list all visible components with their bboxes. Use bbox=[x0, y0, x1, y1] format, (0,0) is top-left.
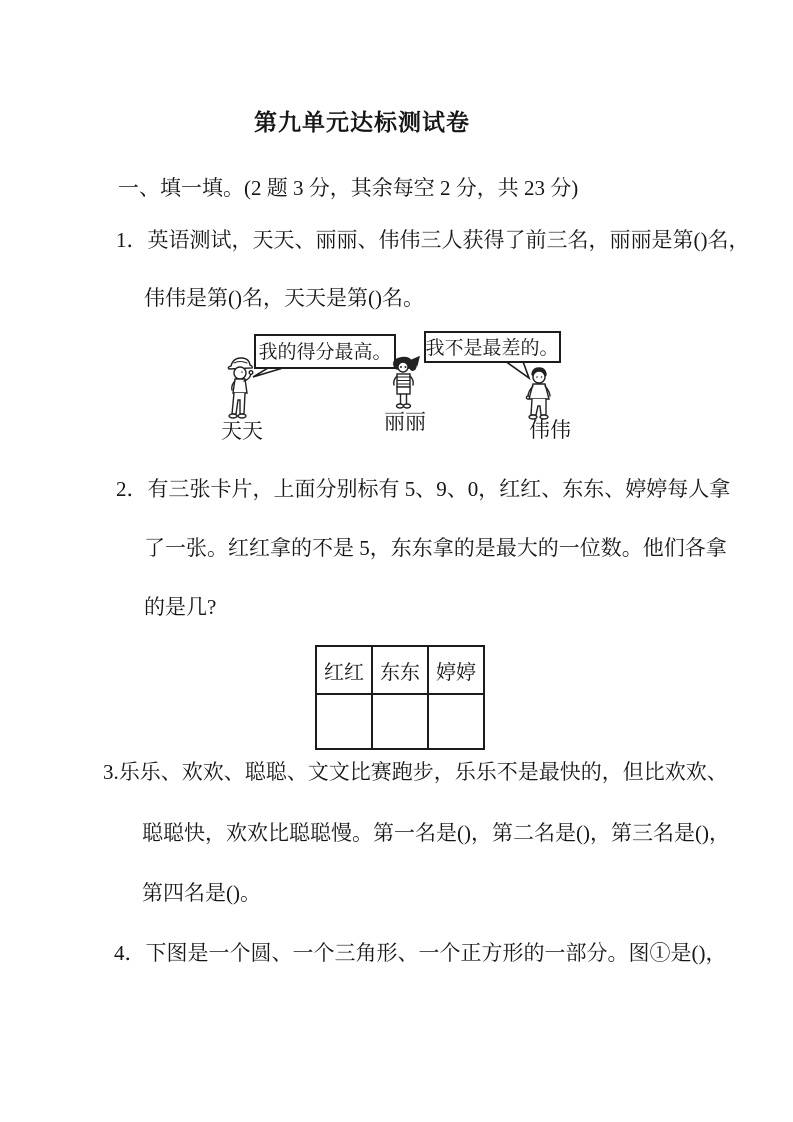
speech-bubble-left bbox=[253, 335, 395, 377]
label-tiantian: 天天 bbox=[221, 419, 263, 443]
question-2-line-3: 的是几? bbox=[144, 595, 217, 619]
question-3-line-2: 聪聪快，欢欢比聪聪慢。第一名是()，第二名是()，第三名是()， bbox=[142, 821, 730, 845]
answer-cell-honghong bbox=[316, 694, 372, 749]
question-1-line-2: 伟伟是第()名，天天是第()名。 bbox=[144, 286, 424, 310]
speech-bubble-right-text: 我不是最差的。 bbox=[425, 338, 559, 359]
question-2-line-2: 了一张。红红拿的不是 5，东东拿的是最大的一位数。他们各拿 bbox=[144, 536, 727, 560]
answer-cell-tingting bbox=[428, 694, 484, 749]
page-title: 第九单元达标测试卷 bbox=[254, 109, 470, 135]
boy-weiwei-figure bbox=[526, 368, 550, 419]
table-header-row bbox=[316, 646, 484, 694]
question-2-answer-table bbox=[315, 645, 485, 750]
question-4-line-1: 4．下图是一个圆、一个三角形、一个正方形的一部分。图①是()， bbox=[114, 941, 727, 965]
section-heading: 一、填一填。(2 题 3 分，其余每空 2 分，共 23 分) bbox=[118, 176, 579, 200]
question-3-line-1: 3.乐乐、欢欢、聪聪、文文比赛跑步，乐乐不是最快的，但比欢欢、 bbox=[103, 760, 728, 784]
question-1-illustration bbox=[215, 328, 585, 466]
table-header-tingting: 婷婷 bbox=[428, 646, 484, 694]
label-lili: 丽丽 bbox=[384, 410, 426, 434]
question-1-line-1: 1．英语测试，天天、丽丽、伟伟三人获得了前三名，丽丽是第()名， bbox=[116, 228, 750, 252]
table-answer-row bbox=[316, 694, 484, 749]
speech-bubble-left-text: 我的得分最高。 bbox=[258, 342, 392, 363]
table-header-dongdong: 东东 bbox=[372, 646, 428, 694]
table-header-honghong: 红红 bbox=[316, 646, 372, 694]
question-3-line-3: 第四名是()。 bbox=[142, 881, 261, 905]
answer-cell-dongdong bbox=[372, 694, 428, 749]
girl-lili-figure bbox=[394, 357, 419, 408]
boy-tiantian-figure bbox=[228, 358, 252, 418]
question-2-line-1: 2．有三张卡片，上面分别标有 5、9、0，红红、东东、婷婷每人拿 bbox=[116, 477, 731, 501]
label-weiwei: 伟伟 bbox=[529, 418, 571, 442]
